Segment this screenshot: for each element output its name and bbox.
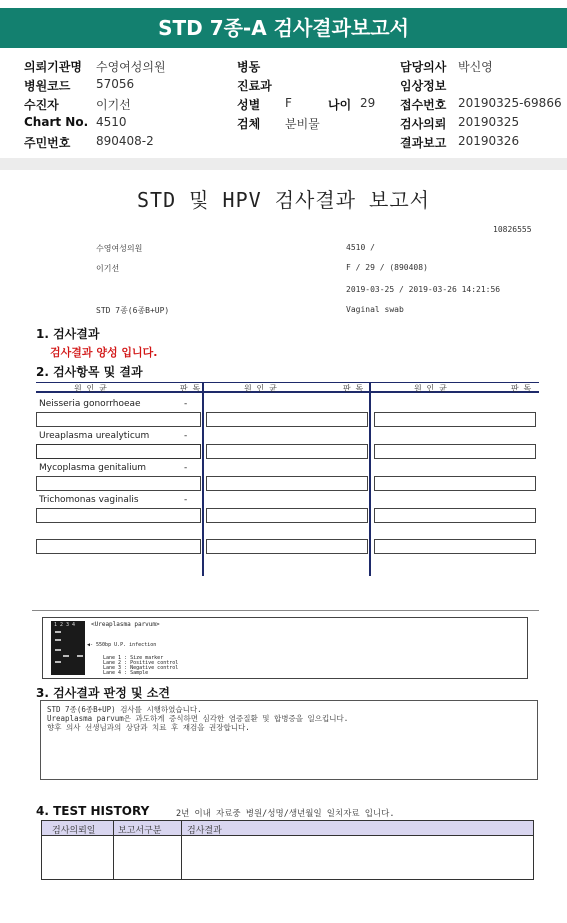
result-row-box (36, 444, 201, 459)
gel-band (63, 655, 69, 657)
hist-col-result: 검사결과 (187, 826, 222, 836)
receipt-label: 접수번호 (400, 98, 447, 112)
col-judge-header-2: 판 독 (343, 384, 364, 393)
separator-band (0, 158, 567, 170)
doc-chart: 4510 / (346, 243, 375, 252)
request-label: 검사의뢰 (400, 117, 447, 131)
dept-label: 진료과 (237, 79, 272, 93)
hist-divider (113, 821, 114, 879)
item-name: Neisseria gonorrhoeae (39, 399, 141, 409)
history-note: 2년 이내 자료중 병원/성명/생년월일 일치자료 입니다. (176, 809, 395, 819)
hospital-code-value: 57056 (96, 77, 135, 91)
col-item-header-3: 원 인 균 (414, 384, 447, 393)
gel-lane-numbers: 1 2 3 4 (54, 622, 76, 628)
empty-box (206, 508, 368, 523)
item-name: Mycoplasma genitalium (39, 463, 147, 473)
age-value: 29 (360, 96, 376, 110)
ward-label: 병동 (237, 60, 261, 74)
empty-box (206, 412, 368, 427)
doc-patient: 이기선 (96, 264, 120, 273)
section-3-title: 3. 검사결과 판정 및 소견 (36, 686, 170, 700)
section-divider (32, 610, 539, 611)
hist-col-report-type: 보고서구분 (118, 826, 162, 836)
comment-line: 향후 의사 선생님과의 상담과 치료 후 재검을 권장합니다. (47, 723, 250, 732)
result-row-box (36, 412, 201, 427)
rrn-label: 주민번호 (24, 136, 71, 150)
doc-test-name: STD 7종(6종B+UP) (96, 306, 170, 315)
patient-value: 이기선 (96, 98, 131, 112)
gel-band (77, 655, 83, 657)
rrn-value: 890408-2 (96, 134, 154, 148)
institution-label: 의뢰기관명 (24, 60, 82, 74)
result-report-label: 결과보고 (400, 136, 447, 150)
age-label: 나이 (328, 98, 352, 112)
result-row-box (36, 539, 201, 554)
gel-image-panel (42, 617, 528, 679)
doc-specimen: Vaginal swab (346, 305, 404, 314)
patient-label: 수진자 (24, 98, 59, 112)
institution-value: 수영여성의원 (96, 60, 166, 74)
doc-title: STD 및 HPV 검사결과 보고서 (137, 188, 430, 212)
section-2-title: 2. 검사항목 및 결과 (36, 365, 143, 379)
receipt-value: 20190325-69866 (458, 96, 562, 110)
empty-box (206, 539, 368, 554)
doc-dates: 2019-03-25 / 2019-03-26 14:21:56 (346, 285, 501, 294)
chart-value: 4510 (96, 115, 127, 129)
item-result: - (184, 495, 188, 505)
doctor-value: 박신영 (458, 60, 493, 74)
doc-number: 10826555 (493, 225, 532, 234)
history-table (41, 820, 534, 880)
col-item-header-2: 원 인 균 (244, 384, 277, 393)
report-title: STD 7종-A 검사결과보고서 (0, 8, 567, 48)
section-4-title: 4. TEST HISTORY (36, 804, 150, 818)
empty-box (374, 539, 536, 554)
empty-box (374, 444, 536, 459)
gel-band (55, 649, 61, 651)
gel-lane-legend: Lane 1 : Size marker (103, 655, 164, 661)
hist-divider (181, 821, 182, 879)
col-item-header-1: 원 인 균 (74, 384, 107, 393)
gel-lane-legend: Lane 3 : Negative control (103, 665, 179, 671)
empty-box (374, 412, 536, 427)
col-judge-header-1: 판 독 (180, 384, 201, 393)
history-table-header (42, 821, 533, 836)
item-name: Ureaplasma urealyticum (39, 431, 150, 441)
gel-title: <Ureaplasma parvum> (91, 621, 160, 628)
comment-box (40, 700, 538, 780)
table-divider-2 (369, 382, 371, 576)
results-table-header (36, 382, 539, 393)
sex-label: 성별 (237, 98, 261, 112)
empty-box (374, 476, 536, 491)
gel-band (55, 661, 61, 663)
doctor-label: 담당의사 (400, 60, 447, 74)
gel-lane-legend: Lane 2 : Positive control (103, 660, 179, 666)
hist-col-request-date: 검사의뢰일 (52, 826, 96, 836)
report-header (0, 52, 567, 156)
gel-electrophoresis-image (51, 621, 85, 675)
item-name: Trichomonas vaginalis (39, 495, 139, 505)
gel-band (55, 631, 61, 633)
col-judge-header-3: 판 독 (511, 384, 532, 393)
gel-marker: ◀- 550bp U.P. infection (87, 642, 157, 648)
comment-line: Ureaplasma parvum은 과도하게 증식하면 심각한 염증질환 및 합병증을 일으킵니다. (47, 714, 349, 723)
sex-value: F (285, 96, 292, 110)
table-divider-1 (202, 382, 204, 576)
item-result: - (184, 463, 188, 473)
empty-box (374, 508, 536, 523)
hospital-code-label: 병원코드 (24, 79, 71, 93)
doc-sex-age: F / 29 / (890408) (346, 263, 428, 272)
specimen-label: 검체 (237, 117, 261, 131)
scanned-report (8, 170, 559, 923)
doc-clinic: 수영여성의원 (96, 244, 143, 253)
item-result: - (184, 431, 188, 441)
specimen-value: 분비물 (285, 117, 320, 131)
request-value: 20190325 (458, 115, 520, 129)
result-row-box (36, 476, 201, 491)
item-result: - (184, 399, 188, 409)
empty-box (206, 444, 368, 459)
chart-label: Chart No. (24, 115, 89, 129)
gel-lane-legend: Lane 4 : Sample (103, 670, 149, 676)
section-1-title: 1. 검사결과 (36, 327, 100, 341)
result-row-box (36, 508, 201, 523)
empty-box (206, 476, 368, 491)
clinical-label: 임상정보 (400, 79, 447, 93)
result-report-value: 20190326 (458, 134, 520, 148)
comment-line: STD 7종(6종B+UP) 검사를 시행하였습니다. (47, 705, 202, 714)
result-summary: 검사결과 양성 입니다. (50, 346, 158, 359)
gel-band (55, 639, 61, 641)
